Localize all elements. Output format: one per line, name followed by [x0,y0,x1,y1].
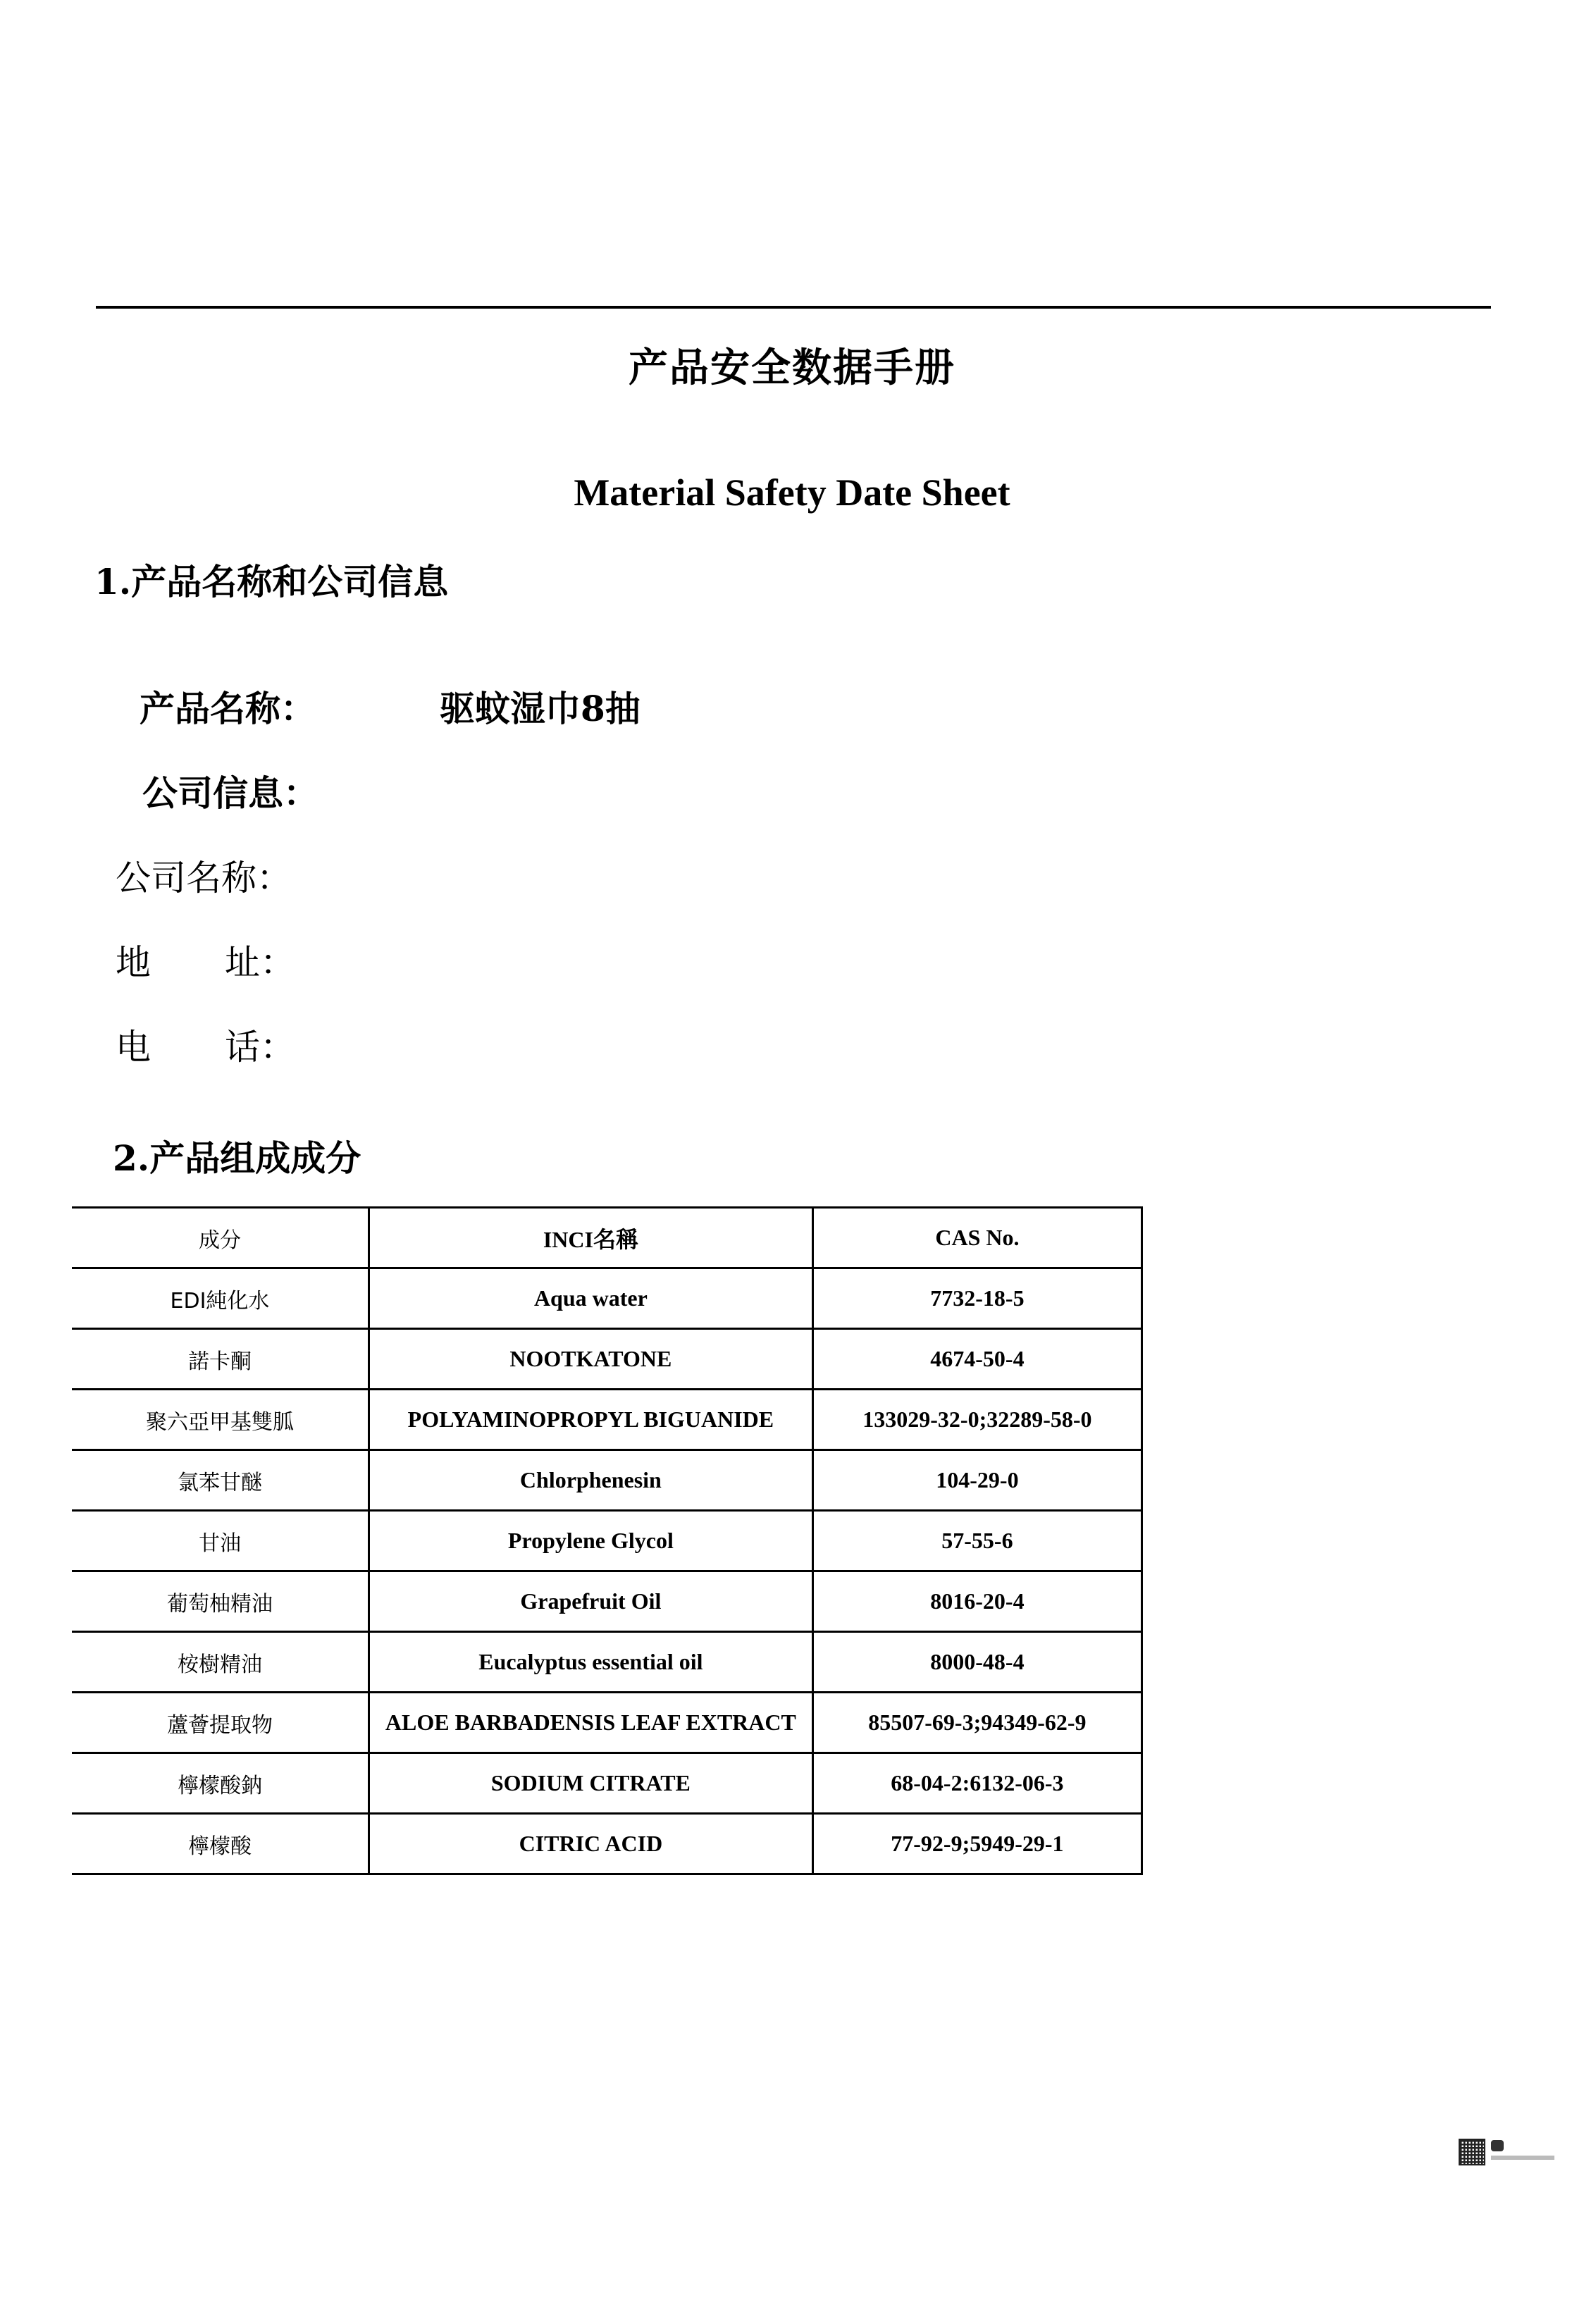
cell-cas-no: 8000-48-4 [812,1632,1141,1693]
header-rule [96,306,1491,309]
cell-cas-no: 57-55-6 [812,1511,1141,1571]
document-title-cn: 产品安全数据手册 [629,345,955,391]
product-name-label: 产品名称： [140,688,316,729]
cell-inci-name: POLYAMINOPROPYL BIGUANIDE [369,1390,812,1450]
cell-ingredient: 桉樹精油 [72,1632,369,1693]
cell-ingredient: 聚六亞甲基雙胍 [72,1390,369,1450]
cell-inci-name: NOOTKATONE [369,1329,812,1390]
cell-ingredient: 葡萄柚精油 [72,1571,369,1632]
table-row [72,1753,1142,1814]
cell-cas-no: 68-04-2:6132-06-3 [812,1753,1141,1814]
section-2-heading: 2.产品组成成分 [113,1137,361,1179]
table-row [72,1268,1142,1329]
cell-cas-no: 4674-50-4 [812,1329,1141,1390]
product-name-value: 驱蚊湿巾8抽 [440,688,641,729]
table-row [72,1571,1142,1632]
document-title-en: Material Safety Date Sheet [574,471,1010,514]
table-row [72,1632,1142,1693]
table-row [72,1814,1142,1874]
cell-inci-name: Propylene Glycol [369,1511,812,1571]
cell-cas-no: 133029-32-0;32289-58-0 [812,1390,1141,1450]
section-1-heading: 1.产品名称和公司信息 [94,561,449,602]
cell-cas-no: 7732-18-5 [812,1268,1141,1329]
company-info-label: 公司信息： [142,772,318,814]
address-label-char: 地 [116,942,151,983]
cell-cas-no: 85507-69-3;94349-62-9 [812,1693,1141,1753]
header-ingredient: 成分 [72,1208,369,1268]
table-row [72,1511,1142,1571]
scanner-logo-icon [1491,2140,1504,2151]
cell-ingredient: EDI純化水 [72,1268,369,1329]
composition-table [72,1206,1143,1875]
address-label [116,934,295,985]
phone-label-char: 电 [116,1027,151,1068]
cell-ingredient: 檸檬酸鈉 [72,1753,369,1814]
phone-label-rest: 话： [225,1027,295,1068]
cell-inci-name: Chlorphenesin [369,1450,812,1511]
cell-ingredient: 蘆薈提取物 [72,1693,369,1753]
cell-inci-name: Grapefruit Oil [369,1571,812,1632]
header-cas-no: CAS No. [812,1208,1141,1268]
cell-inci-name: Aqua water [369,1268,812,1329]
cell-inci-name: Eucalyptus essential oil [369,1632,812,1693]
table-row [72,1390,1142,1450]
table-row [72,1693,1142,1753]
cell-ingredient: 甘油 [72,1511,369,1571]
table-row [72,1450,1142,1511]
phone-label [116,1019,295,1070]
qr-code-icon [1459,2139,1485,2165]
cell-cas-no: 104-29-0 [812,1450,1141,1511]
cell-inci-name: CITRIC ACID [369,1814,812,1874]
table-header-row [72,1208,1142,1268]
cell-cas-no: 77-92-9;5949-29-1 [812,1814,1141,1874]
cell-inci-name: SODIUM CITRATE [369,1753,812,1814]
cell-ingredient: 諾卡酮 [72,1329,369,1390]
cell-inci-name: ALOE BARBADENSIS LEAF EXTRACT [369,1693,812,1753]
watermark-caption-line [1491,2156,1554,2160]
company-name-label: 公司名称： [116,858,292,898]
cell-ingredient: 氯苯甘醚 [72,1450,369,1511]
header-inci-name: INCI名稱 [369,1208,812,1268]
table-row [72,1329,1142,1390]
address-label-rest: 址： [225,942,295,983]
scanner-watermark [1459,2139,1557,2168]
cell-ingredient: 檸檬酸 [72,1814,369,1874]
cell-cas-no: 8016-20-4 [812,1571,1141,1632]
